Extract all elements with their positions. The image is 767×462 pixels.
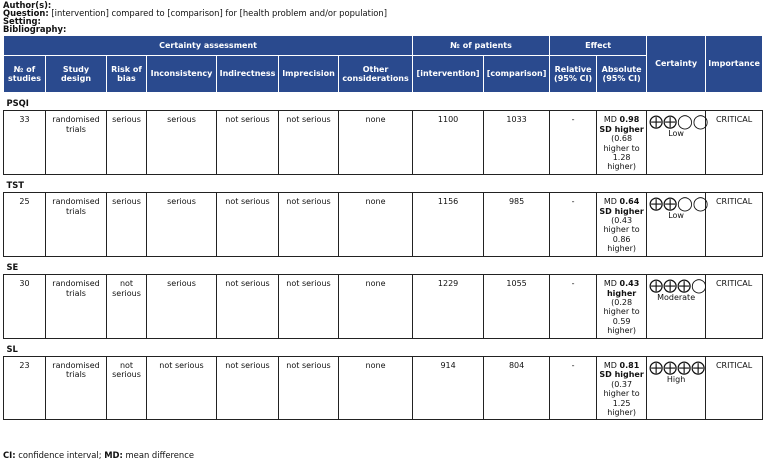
absolute-value: 0.43 higher: [606, 279, 640, 298]
importance-cell: CRITICAL: [706, 193, 763, 256]
absolute-ci: (0.68 higher to 1.28 higher): [603, 134, 640, 172]
other-considerations-cell: none: [339, 111, 413, 174]
absolute-prefix: MD: [603, 115, 617, 125]
absolute-header: Absolute (95% CI): [597, 56, 647, 93]
risk-of-bias-cell: serious: [107, 111, 147, 174]
relative-effect-cell: -: [550, 193, 597, 256]
absolute-value: 0.81 SD higher: [599, 360, 644, 380]
outcome-name: PSQI: [6, 98, 29, 108]
study-design-cell: randomised trials: [46, 193, 107, 256]
num-studies-cell: 23: [4, 356, 46, 419]
comparison-count-cell: 804: [484, 356, 550, 419]
indirectness-cell: not serious: [217, 275, 279, 338]
indirectness-cell: not serious: [217, 193, 279, 256]
outcome-name: TST: [6, 179, 24, 190]
comparison-count-cell: 1033: [484, 111, 550, 174]
study-design-cell: randomised trials: [46, 111, 107, 174]
absolute-effect-cell: [597, 356, 647, 419]
intervention-count-cell: 1229: [413, 275, 484, 338]
header-row-1: [4, 36, 763, 56]
certainty-cell: [647, 193, 709, 256]
importance-cell: CRITICAL: [706, 275, 763, 338]
certainty-label: High: [666, 374, 686, 384]
author-line: Author(s):: [3, 0, 52, 10]
outcome-row: [4, 111, 763, 174]
intervention-header: [intervention]: [413, 56, 484, 93]
outcome-name: SE: [6, 261, 19, 272]
relative-effect-cell: -: [550, 111, 597, 174]
absolute-ci: (0.43 higher to 0.86 higher): [603, 216, 640, 254]
relative-effect-cell: -: [550, 275, 597, 338]
intervention-count-cell: 914: [413, 356, 484, 419]
absolute-value: 0.64 SD higher: [599, 197, 644, 216]
absolute-prefix: MD: [603, 360, 617, 370]
intervention-count-cell: 1100: [413, 111, 484, 174]
absolute-prefix: MD: [603, 197, 617, 207]
inconsistency-cell: serious: [147, 275, 217, 338]
certainty-rating-icon: ⨁⨁◯◯: [649, 114, 709, 131]
risk-of-bias-header: Risk of bias: [107, 56, 147, 93]
inconsistency-cell: serious: [147, 193, 217, 256]
comparison-count-cell: 1055: [484, 275, 550, 338]
certainty-assessment-header: Certainty assessment: [4, 36, 413, 56]
certainty-label: Low: [668, 129, 684, 139]
bibliography-line: Bibliography:: [3, 24, 67, 34]
study-design-cell: randomised trials: [46, 275, 107, 338]
outcome-row: [4, 275, 763, 338]
certainty-label: Low: [668, 211, 684, 221]
certainty-rating-icon: ⨁⨁⨁⨁: [649, 359, 706, 376]
importance-cell: CRITICAL: [706, 356, 763, 419]
study-design-header: Study design: [46, 56, 107, 93]
inconsistency-header: Inconsistency: [147, 56, 217, 93]
other-considerations-cell: none: [339, 193, 413, 256]
imprecision-cell: not serious: [279, 193, 339, 256]
other-considerations-cell: none: [339, 275, 413, 338]
certainty-rating-icon: ⨁⨁◯◯: [649, 196, 709, 213]
num-studies-cell: 25: [4, 193, 46, 256]
certainty-rating-icon: ⨁⨁⨁◯: [649, 278, 707, 295]
risk-of-bias-cell: serious: [107, 193, 147, 256]
indirectness-cell: not serious: [217, 356, 279, 419]
absolute-prefix: MD: [603, 279, 617, 289]
num-studies-header: № of studies: [4, 56, 46, 93]
other-considerations-cell: none: [339, 356, 413, 419]
indirectness-header: Indirectness: [217, 56, 279, 93]
absolute-effect-cell: [597, 275, 647, 338]
study-design-cell: randomised trials: [46, 356, 107, 419]
other-considerations-header: Other considerations: [339, 56, 413, 93]
risk-of-bias-cell: not serious: [107, 356, 147, 419]
certainty-header: Certainty: [647, 36, 706, 93]
certainty-cell: [647, 111, 709, 174]
outcome-title-row: [4, 174, 763, 192]
indirectness-cell: not serious: [217, 111, 279, 174]
imprecision-cell: not serious: [279, 275, 339, 338]
absolute-effect-cell: [597, 193, 647, 256]
setting-line: Setting:: [3, 16, 41, 26]
imprecision-cell: not serious: [279, 111, 339, 174]
outcome-row: [4, 356, 763, 419]
outcome-title-row: [4, 93, 763, 111]
outcome-row: [4, 193, 763, 256]
evidence-table: [3, 35, 763, 420]
comparison-count-cell: 985: [484, 193, 550, 256]
imprecision-header: Imprecision: [279, 56, 339, 93]
outcome-title-row: [4, 338, 763, 356]
certainty-cell: [647, 275, 706, 338]
num-studies-cell: 33: [4, 111, 46, 174]
intervention-count-cell: 1156: [413, 193, 484, 256]
certainty-label: Moderate: [657, 293, 696, 303]
absolute-ci: (0.37 higher to 1.25 higher): [603, 379, 640, 417]
outcome-title-row: [4, 256, 763, 274]
absolute-value: 0.98 SD higher: [599, 115, 644, 134]
outcome-name: SL: [6, 343, 18, 354]
absolute-effect-cell: [597, 111, 647, 174]
imprecision-cell: not serious: [279, 356, 339, 419]
num-studies-cell: 30: [4, 275, 46, 338]
relative-effect-cell: -: [550, 356, 597, 419]
question-text: [intervention] compared to [comparison] for [health problem and/or population]: [51, 8, 387, 18]
num-patients-header: № of patients: [413, 36, 550, 56]
footnote: CI: confidence interval; MD: mean difference: [3, 450, 194, 460]
effect-header: Effect: [550, 36, 647, 56]
importance-cell: CRITICAL: [706, 111, 763, 174]
risk-of-bias-cell: not serious: [107, 275, 147, 338]
inconsistency-cell: not serious: [147, 356, 217, 419]
inconsistency-cell: serious: [147, 111, 217, 174]
importance-header: Importance: [706, 36, 763, 93]
relative-header: Relative (95% CI): [550, 56, 597, 93]
certainty-cell: [647, 356, 706, 419]
comparison-header: [comparison]: [484, 56, 550, 93]
question-line: Question: [intervention] compared to [comparison] for [health problem and/or population]: [3, 8, 387, 18]
absolute-ci: (0.28 higher to 0.59 higher): [603, 297, 640, 336]
